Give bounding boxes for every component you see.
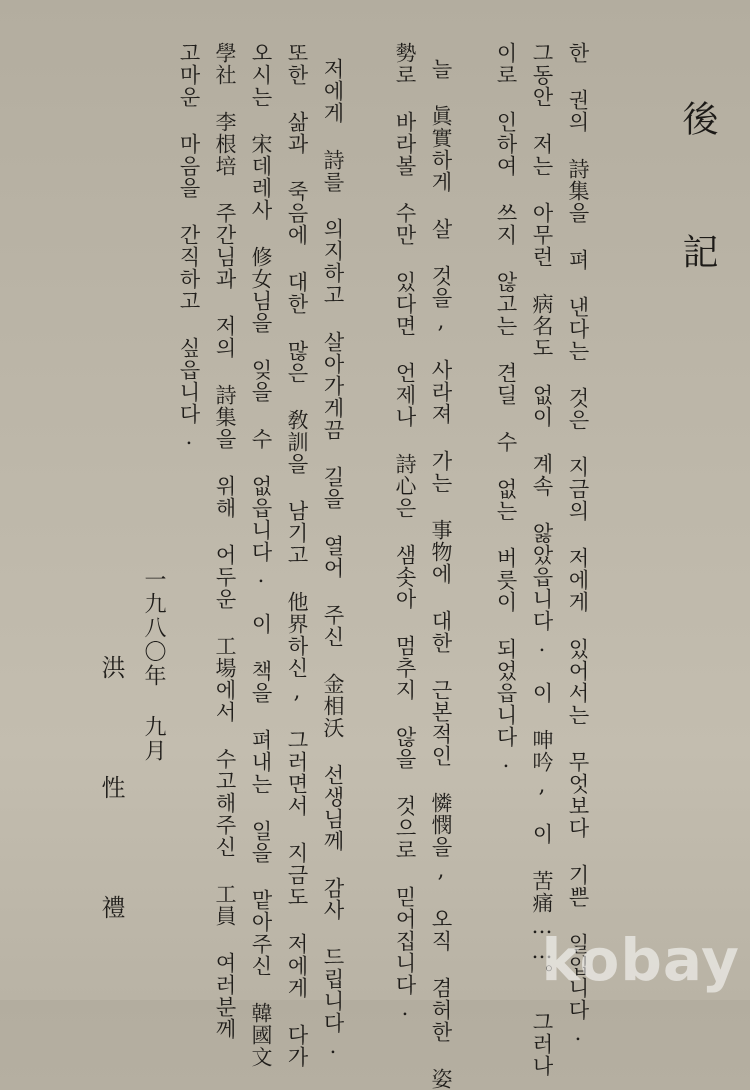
text-column-4: 늘 眞實하게 살 것을, 사라져 가는 事物에 대한 근본적인 憐憫을, 오직 겸허한 姿: [429, 58, 453, 1090]
text-column-1: 한 권의 詩集을 펴 낸다는 것은 지금의 저에게 있어서는 무엇보다 기쁜 일입니다.: [566, 42, 590, 1046]
text-column-10: 고마운 마음을 간직하고 싶읍니다.: [177, 42, 201, 450]
watermark-logo: kobay: [541, 926, 740, 994]
text-column-7: 또한 삶과 죽음에 대한 많은 敎訓을 남기고 他界하신, 그러면서 지금도 저에게 다가: [285, 42, 309, 1068]
text-column-8: 오시는 宋데레사 修女님을 잊을 수 없읍니다. 이 책을 펴내는 일을 맡아주신 韓國文: [249, 42, 273, 1068]
text-column-3: 이로 인하여 쓰지 않고는 견딜 수 없는 버릇이 되었읍니다.: [494, 42, 518, 773]
text-column-5: 勢로 바라볼 수만 있다면 언제나 詩心은 샘솟아 멈추지 않을 것으로 믿어집니다.: [393, 42, 417, 1021]
text-column-6: 저에게 詩를 의지하고 살아가게끔 길을 열어 주신 金相沃 선생님께 감사 드립니다.: [321, 58, 345, 1059]
author-name: 洪 性 禮: [97, 655, 125, 953]
text-column-9: 學社 李根培 주간님과 저의 詩集을 위해 어두운 工場에서 수고해주신 工員 여러분께: [213, 42, 237, 1040]
date-line: 一九八〇年 九月: [141, 568, 166, 763]
page-title: 後 記: [677, 100, 718, 297]
text-column-2: 그동안 저는 아무런 病名도 없이 계속 앓았읍니다. 이 呻吟, 이 苦痛……。 그러나: [530, 42, 554, 1077]
